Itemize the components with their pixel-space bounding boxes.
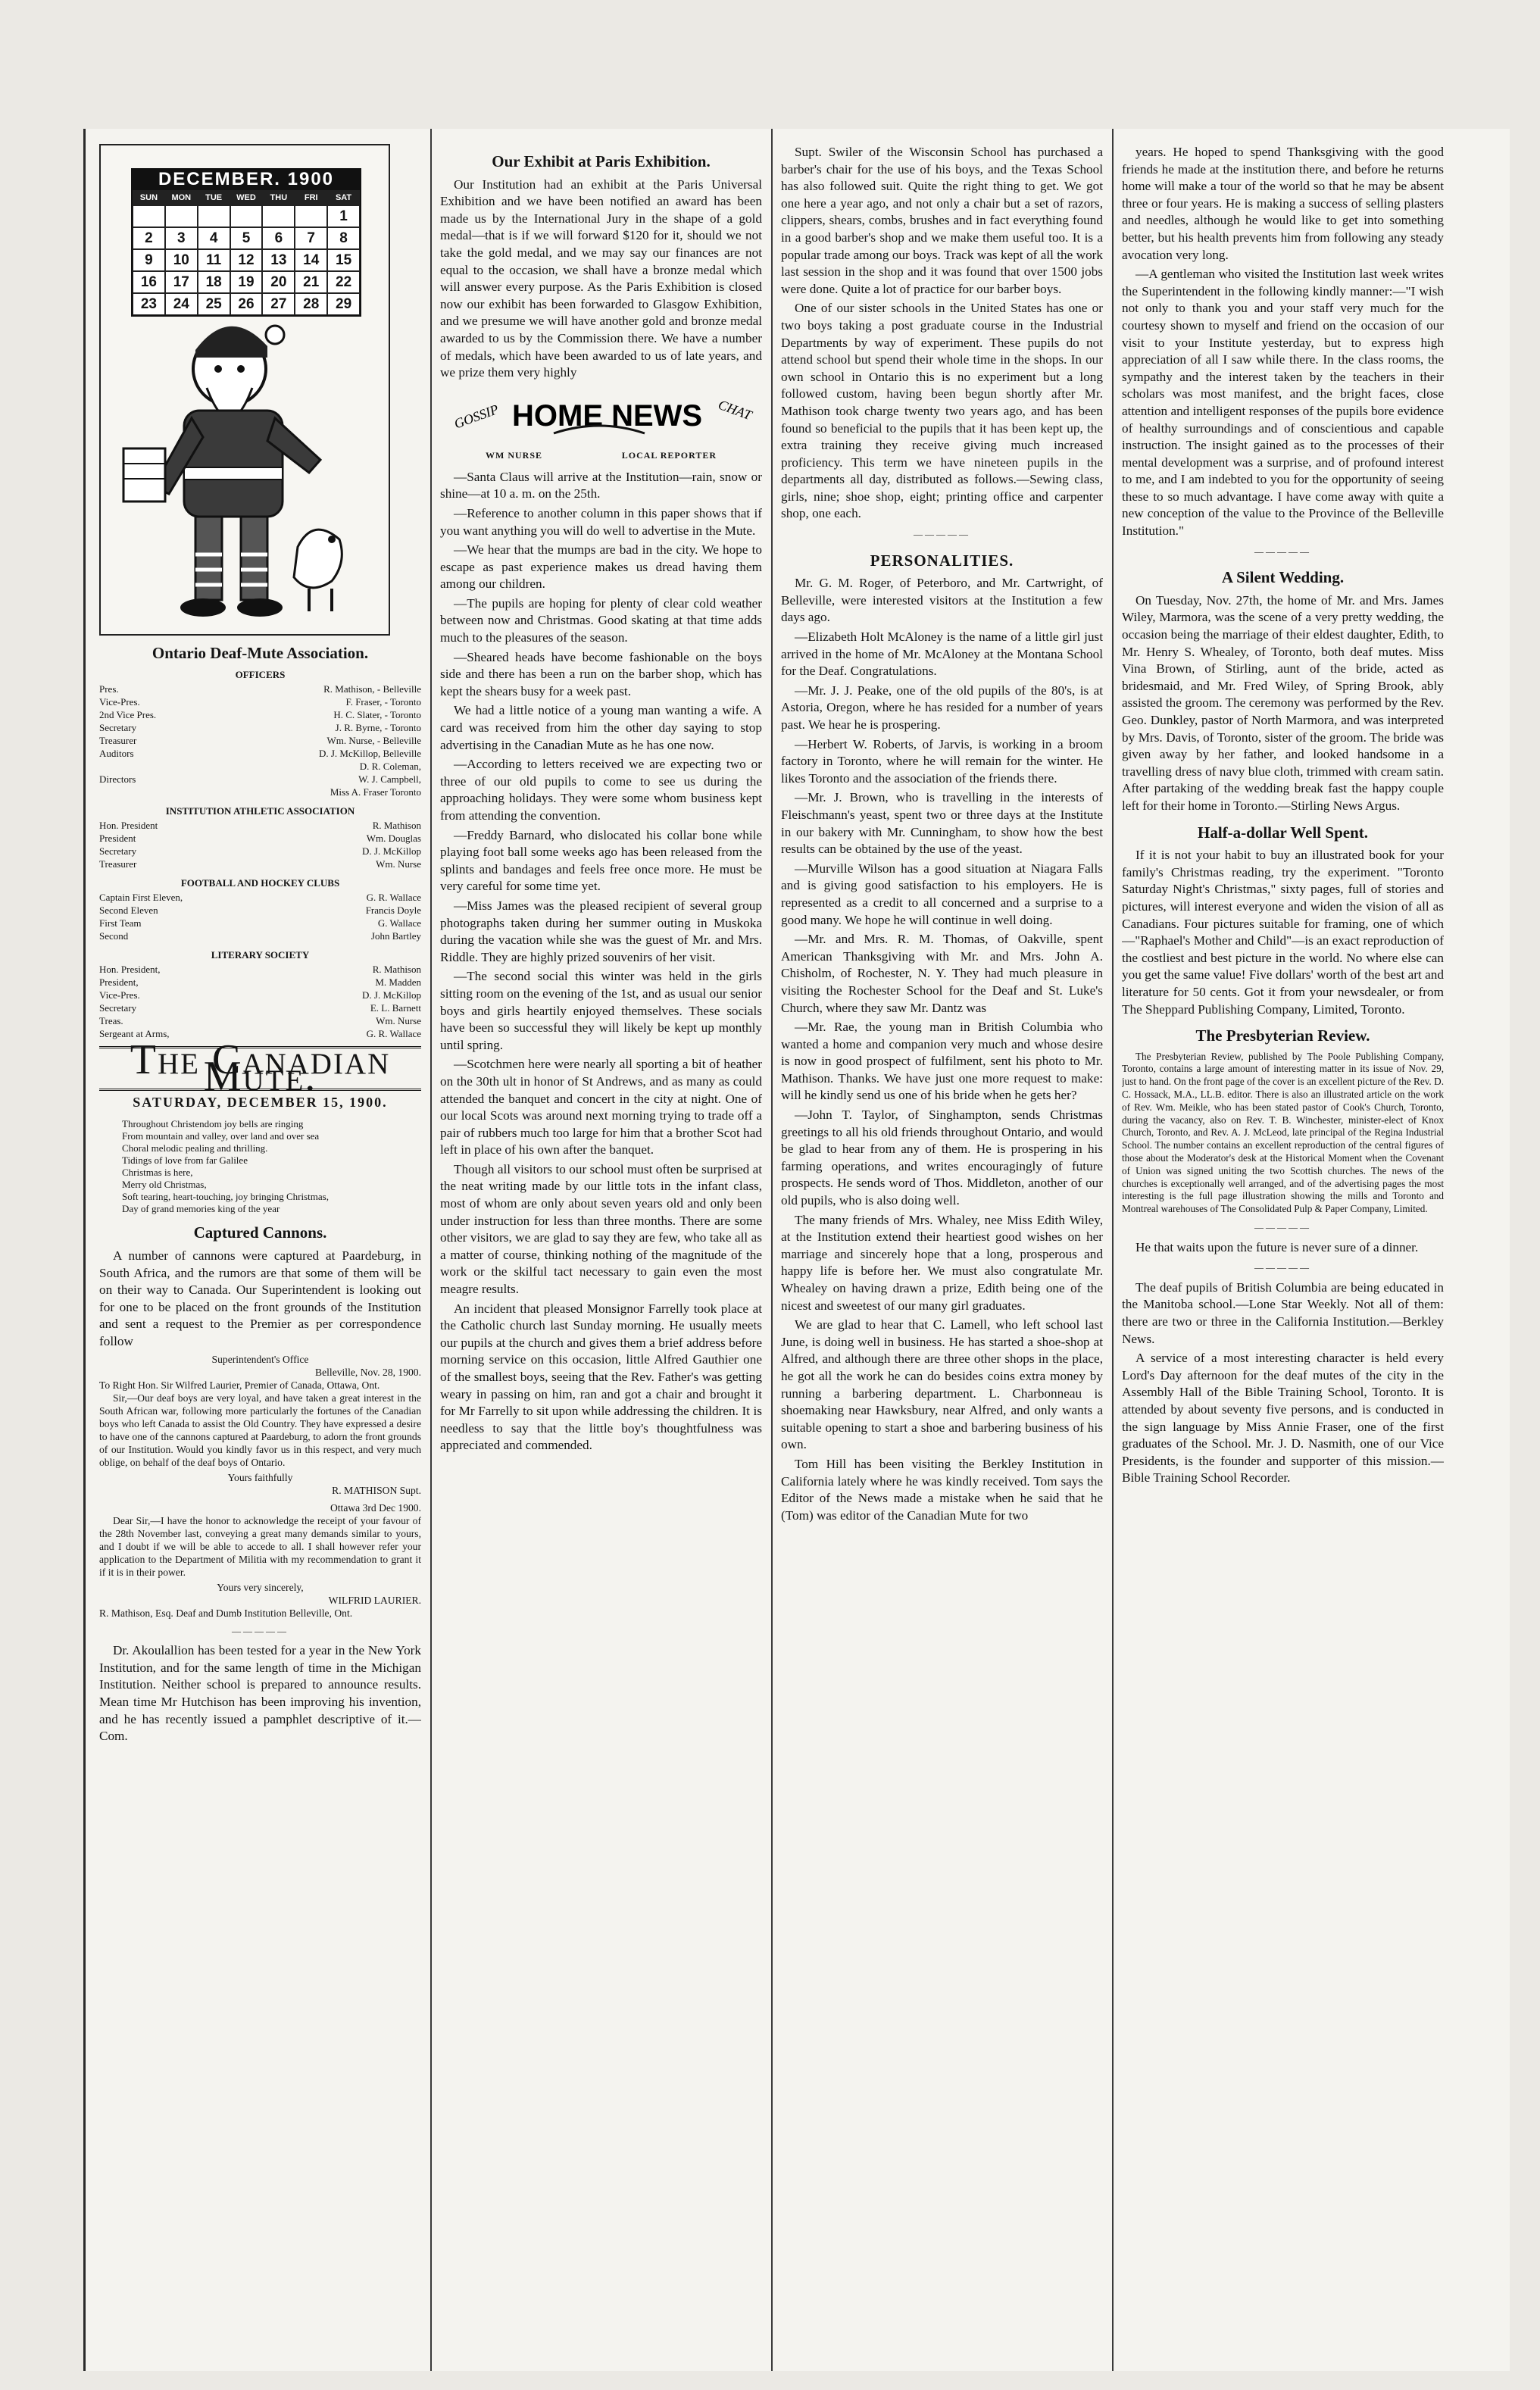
clubs-rows [99,891,421,942]
dateline: SATURDAY, DECEMBER 15, 1900. [133,1094,388,1110]
officer-row [99,819,421,832]
calendar-date: 21 [295,271,327,293]
cannons-body: A number of cannons were captured at Paardeburg, in South Africa, and the rumors are that some of them will be on their way to Canada. Our Superintendent is looking out for one to be placed on the front grounds of the Institution and sent a request to the Premier as per correspondence follow [99,1248,421,1348]
officer-name: W. J. Campbell, [358,773,421,785]
calendar-date: 8 [327,227,360,249]
officer-role: Hon. President, [99,963,161,975]
calendar-date: 7 [295,227,327,249]
officer-row [99,989,421,1001]
calendar-day-header: FRI [295,190,327,205]
officer-name: D. R. Coleman, [359,760,421,772]
review-title: The Presbyterian Review. [1195,1026,1370,1045]
literary-heading: LITERARY SOCIETY [211,948,310,961]
calendar-illustration [99,144,390,636]
paris-body: Our Institution had an exhibit at the Paris Universal Exhibition and we have been notified an award has been made us by the International Jury in the shape of a gold medal—that is if we will forward $120 for it, should we not take the gold medal, and we may say our finances are not equal to the occasion, we shall have a bronze medal which will answer every purpose. As the Paris Exhibition is closed now our exhibit has been forwarded to Glasgow Exhibition, and we presume we will have another gold and bronze medal awarded to us by the Commission there. We have a number of medals, which have been awarded to us of late years, and we prize them very highly [440,177,762,380]
poem-line: Choral melodic pealing and thrilling. [122,1142,268,1154]
calendar-date: 26 [230,293,263,315]
personal-item: The many friends of Mrs. Whaley, nee Miss Edith Wiley, at the Institution extend their heartiest good wishes on her marriage and sincerely hope that a long, prosperous and happy life is before her. We must also congratulate Mr. Whealey on having drawn a prize, Edith being one of the nicest and sweetest of our many girl graduates. [781,1212,1103,1313]
letter-to-premier [99,1353,421,1620]
officer-row [99,917,421,929]
calendar-date: 14 [295,249,327,271]
home-news-ornament-icon [440,389,762,442]
officer-name: E. L. Barnett [370,1001,421,1014]
santa-illustration-icon [116,297,373,623]
calendar-date: 24 [165,293,198,315]
visitor-notes [1122,144,1444,540]
news-item: —A gentleman who visited the Institution last week writes the Superintendent in the following kindly manner:—"I wish not only to thank you and your staff very much for the courtesy shown to myself and friend on the occasion of our visit to your Institute yesterday, but to express high appreciation of all I saw while there. In the class rooms, the sympathy and the interest taken by the teachers in their scholars was most manifest, and the bright faces, close attention and intelligent responses of the pupils bore evidence of healthy surroundings and of conscientious and capable instruction. The insight gained as to the processes of their mental development was a surprise, and of profound interest to me, and I am indebted to you for the opportunity of seeing these to so much advantage. I have come away with quite a new conception of the value to the Province of the Belleville Institution." [1122,267,1444,539]
officer-row [99,683,421,695]
divider: ————— [1254,1262,1311,1273]
news-item: —Miss James was the pleased recipient of several group photographs taken during her summer outing in Muskoka during the vacation while she was the guest of Mr. and Mrs. Riddle. They are highly prized souvenirs of her visit. [440,898,762,964]
calendar-date: 18 [198,271,230,293]
officer-role: Secretary [99,845,137,857]
column-rule [771,129,773,2371]
officers-list [99,668,421,1040]
home-news-items [440,469,762,1454]
news-item: —Reference to another column in this paper shows that if you want anything you will do well to advertise in the Mute. [440,505,762,538]
news-item: An incident that pleased Monsignor Farrelly took place at the Catholic church last Sunday morning. He usually meets our pupils at the church and gives them a brief address before morning service on this occasion, little Alfred Gauthier one of the smallest boys, seeing that the Rev. Father's was getting weary in passing on him, ran and got a chair and brought it for Mr Farrelly to sit upon while addressing the children. It is needless to say that the little boy's thoughtfulness was appreciated and commended. [440,1301,762,1453]
officer-name: G. R. Wallace [366,891,421,903]
calendar-date: 5 [230,227,263,249]
calendar-title: DECEMBER. 1900 [133,170,360,190]
news-item: —The second social this winter was held in the girls sitting room on the evening of the 1st, and as usual our senior boys and girls heartily enjoyed themselves. These socials have been so successful they will likely be kept up monthly until spring. [440,969,762,1052]
personal-item: —Mr. and Mrs. R. M. Thomas, of Oakville, spent American Thanksgiving with Mr. and Mrs. John A. Chisholm, of Rochester, N. Y. They had much pleasure in visiting the Rochester School for the Deaf and St. Luke's Church, where they saw Mr. Dantz was [781,932,1103,1015]
officer-name: Miss A. Fraser Toronto [330,786,421,798]
service-note: A service of a most interesting character is held every Lord's Day afternoon for the deaf mutes of the city in the Assembly Hall of the Bible Training School, Toronto. It is attended by about seventy five persons, and is conducted in the sign language by Miss Annie Fraser, one of the first graduates of the School. Mr. J. D. Nasmith, one of our Vice Presidents, is the founder and supporter of this mission.—Bible Training School Recorder. [1122,1351,1444,1486]
poem-line: Day of grand memories king of the year [122,1203,280,1215]
personal-item: Tom Hill has been visiting the Berkley Institution in California lately where he was kindly received. Tom says the Editor of the News made a mistake when he said that he (Tom) was editor of the Canadian Mute for two [781,1456,1103,1523]
home-news-right-word: CHAT [716,396,754,423]
officer-role: Vice-Pres. [99,989,140,1001]
news-item: We had a little notice of a young man wanting a wife. A card was received from him the other day saying to stop advertising in the Canadian Mute as he has one now. [440,703,762,752]
officer-name: F. Fraser, - Toronto [345,695,421,708]
news-item: —According to letters received we are expecting two or three of our old pupils to come to see us during the approaching holidays. They were some whom business kept from attending the convention. [440,757,762,823]
officer-row [99,1001,421,1014]
clubs-heading: FOOTBALL AND HOCKEY CLUBS [180,876,340,889]
calendar-date: 15 [327,249,360,271]
literary-rows [99,963,421,1040]
officer-role: President, [99,976,139,988]
home-news-byline [440,447,762,464]
news-item: years. He hoped to spend Thanksgiving with the good friends he made at the institution there, and before he returns home will make a tour of the world so that he may be absent three or four years. He is making a success of selling plasters and needles, although he would like to get into something better, but his health prevents him from following any steady avocation very long. [1122,145,1444,262]
personal-item: —Mr. Rae, the young man in British Columbia who wanted a home and companion very much and whose desire is now in good prospect of fulfilment, sent his photo to Mr. Mathison. Thanks. We have just one more request to make: will he kindly send us one of his bride when he gets her? [781,1020,1103,1103]
officer-role: Treasurer [99,734,137,746]
poem-line: Soft tearing, heart-touching, joy bringing Christmas, [122,1191,329,1203]
officer-role: President [99,832,136,844]
officer-name: Francis Doyle [365,904,421,916]
future-proverb: He that waits upon the future is never sure of a dinner. [1135,1239,1419,1254]
divider: ————— [914,529,970,540]
poem-line: Merry old Christmas, [122,1179,207,1191]
officer-name: J. R. Byrne, - Toronto [335,721,421,733]
officer-role: Auditors [99,747,134,759]
divider: ————— [1254,1222,1311,1233]
calendar [131,168,361,317]
personal-item: —Elizabeth Holt McAloney is the name of a little girl just arrived in the home of Mr. McAloney at the Montana School for the Deaf. Congratulations. [781,630,1103,679]
column-2 [440,144,762,2360]
officer-role: Hon. President [99,819,158,831]
officer-role: 2nd Vice Pres. [99,708,157,720]
athletic-rows [99,819,421,870]
letter-signature: R. MATHISON Supt. [332,1484,421,1496]
officer-row [99,858,421,870]
personal-item: —Mr. J. J. Peake, one of the old pupils of the 80's, is at Astoria, Oregon, where he has resided for a number of years past. We hear he is prospering. [781,683,1103,732]
calendar-date: 19 [230,271,263,293]
home-news-editor: WM NURSE [486,450,543,461]
closing-paragraph: Dr. Akoulallion has been tested for a year in the New York Institution, and for the same length of time in the Michigan Institution. Neither school is prepared to announce results. Mean time Mr Hutchison has been improving his invention, and he has recently issued a pamphlet descriptive of it.—Com. [99,1643,421,1744]
officers-rows [99,683,421,798]
column-rule [1112,129,1114,2371]
poem-line: From mountain and valley, over land and over sea [122,1130,320,1142]
letter-recipient: To Right Hon. Sir Wilfred Laurier, Premier of Canada, Ottawa, Ont. [99,1379,380,1391]
officer-row [99,695,421,708]
association-title: Ontario Deaf-Mute Association. [152,644,369,662]
cannons-title: Captured Cannons. [193,1223,327,1242]
dollar-title: Half-a-dollar Well Spent. [1198,823,1368,842]
calendar-date: 13 [262,249,295,271]
calendar-date: 3 [165,227,198,249]
calendar-date: 28 [295,293,327,315]
calendar-date: 29 [327,293,360,315]
officer-row [99,963,421,976]
calendar-date: 9 [133,249,165,271]
officer-row [99,891,421,904]
officer-role: Sergeant at Arms, [99,1027,170,1039]
news-item: —Freddy Barnard, who dislocated his collar bone while playing foot ball some weeks ago has been released from the splints and bandages and feels free once more. He must be very careful for some time yet. [440,827,762,894]
officer-row [99,845,421,858]
reply-signature: WILFRID LAURIER. [328,1594,421,1606]
personal-item: —Murville Wilson has a good situation at Niagara Falls and is giving good satisfaction to his employers. He is represented as a credit to all concerned and a surprise to a good many. We hope he will continue in well doing. [781,861,1103,927]
poem-line: Throughout Christendom joy bells are ringing [122,1118,304,1130]
officer-row [99,976,421,989]
officer-role: Second Eleven [99,904,158,916]
column-4 [1122,144,1444,2360]
column-rule [430,129,432,2371]
officer-name: G. Wallace [377,917,421,929]
calendar-day-header: WED [230,190,263,205]
calendar-date: 10 [165,249,198,271]
athletic-heading: INSTITUTION ATHLETIC ASSOCIATION [165,804,355,817]
calendar-date: 1 [327,205,360,227]
officer-name: M. Madden [375,976,421,988]
news-item: —Santa Claus will arrive at the Institution—rain, snow or shine—at 10 a. m. on the 25th. [440,469,762,501]
news-item: —The pupils are hoping for plenty of clear cold weather between now and Christmas. Good skating at that time adds much to the pleasures of the season. [440,595,762,645]
personal-item: Mr. G. M. Roger, of Peterboro, and Mr. Cartwright, of Belleville, were interested visitors at the Institution a few days ago. [781,576,1103,625]
calendar-date: 17 [165,271,198,293]
officer-role: Vice-Pres. [99,695,140,708]
newspaper-page [83,129,1510,2371]
officers-heading: OFFICERS [235,668,286,680]
calendar-date [262,205,295,227]
calendar-date [133,205,165,227]
personal-item: —John T. Taylor, of Singhampton, sends Christmas greetings to all his old friends throughout Ontario, and would be glad to hear from any of them. He is prospering in his farming operations, and writes encouragingly of future prospects. He sends word of Thos. Middleton, another of our old pupils, who is also doing well. [781,1108,1103,1208]
officer-row [99,929,421,942]
calendar-date: 11 [198,249,230,271]
officer-row [99,786,421,798]
officer-name: R. Mathison [372,819,421,831]
personal-item: —Mr. J. Brown, who is travelling in the interests of Fleischmann's yeast, spent two or three days at the Institute in our bakery with Mr. Cunningham, to show how the best results can be obtained by the use of the yeast. [781,790,1103,857]
officer-row [99,708,421,721]
calendar-day-header: TUE [198,190,230,205]
officer-role: Secretary [99,1001,137,1014]
masthead: The Canadian Mute. [99,1046,421,1091]
letter-body: Sir,—Our deaf boys are very loyal, and have taken a great interest in the South African war, following more particularly the fortunes of the Canadian boys who left Canada to assist the Old Country. They have expressed a desire to have one of the cannons captured at Paardeburg, to adorn the front grounds of our Institution. Would you kindly favor us in this respect, and very much oblige, on behalf of the deaf boys of Ontario. [99,1392,421,1468]
reply-closing: Yours very sincerely, [217,1581,304,1593]
officer-role: Treas. [99,1014,123,1026]
officer-name: Wm. Nurse [376,1014,421,1026]
officer-role: Second [99,929,129,942]
officer-row [99,760,421,773]
calendar-date: 23 [133,293,165,315]
review-body: The Presbyterian Review, published by The Poole Publishing Company, Toronto, contains a large amount of interesting matter in its issue of Nov. 29, just to hand. On the front page of the cover is an excellent picture of the Rev. D. C. Hossack, M.A., LL.B. editor. There is also an illustrated article on the work of Rev. Wm. Meikle, who has been stated pastor of Cook's Church, Toronto, during the vacancy, also on Rev. T. B. Winchester, minister-elect of Knox Church, Toronto, and Rev. A. J. McLeod, late principal of the Regina Industrial School. The number contains an excellent reproduction of the central figures of those about the Moderator's desk at the Historical Moment when the Covenant of Union was signed uniting the two Scottish churches. The news of the churches is exceptionally well arranged, and of the advertising pages the most interesting is the full page illustration showing the mills and Toronto and Montreal warehouses of The Consolidated Pulp & Paper Company, Limited. [1122,1050,1444,1215]
calendar-date: 27 [262,293,295,315]
officer-row [99,747,421,760]
home-news-title: HOME NEWS [512,398,703,433]
officer-role: Treasurer [99,858,137,870]
calendar-day-header: MON [165,190,198,205]
calendar-date: 2 [133,227,165,249]
officer-row [99,1014,421,1027]
calendar-date: 12 [230,249,263,271]
reply-recipient: R. Mathison, Esq. Deaf and Dumb Institution Belleville, Ont. [99,1607,353,1619]
officer-name: R. Mathison [372,963,421,975]
calendar-date: 22 [327,271,360,293]
calendar-date: 20 [262,271,295,293]
christmas-poem [122,1118,421,1215]
officer-name: Wm. Douglas [366,832,421,844]
calendar-date: 16 [133,271,165,293]
officer-name: John Bartley [370,929,421,942]
officer-name: D. J. McKillop, Belleville [318,747,421,759]
officer-role: Secretary [99,721,137,733]
calendar-day-header: THU [262,190,295,205]
news-item: —We hear that the mumps are bad in the city. We hope to escape as past experience makes us dread having them among our children. [440,542,762,592]
home-news-banner [440,389,762,461]
divider: ————— [1254,545,1311,557]
letter-heading: Superintendent's Office [211,1353,309,1365]
personal-item: —Herbert W. Roberts, of Jarvis, is working in a broom factory in Toronto, where he will remain for the winter. He likes Toronto and the association of the friends there. [781,736,1103,786]
officer-name: D. J. McKillop [362,845,421,857]
personalities-title: PERSONALITIES. [870,551,1014,570]
news-item: —Scotchmen here were nearly all sporting a bit of heather on the 30th ult in honor of St Andrews, and as many as could attended the banquet and concert in the city at night. One of our local Scots was around next morning trying to trade off a pair of rubbers much too large for him that a brother Scot had left in place of his own after the banquet. [440,1057,762,1158]
poem-line: Tidings of love from far Galilee [122,1154,248,1167]
officer-row [99,721,421,734]
officer-role: Captain First Eleven, [99,891,183,903]
calendar-date [198,205,230,227]
personalities-items [781,575,1103,1524]
calendar-day-header: SUN [133,190,165,205]
officer-row [99,832,421,845]
divider: ————— [232,1625,289,1636]
officer-role: Pres. [99,683,119,695]
wedding-body: On Tuesday, Nov. 27th, the home of Mr. and Mrs. James Wiley, Marmora, was the scene of a very pretty wedding, the occasion being the marriage of their eldest daughter, Edith, to Mr. Henry S. Whealey, of Toronto, both deaf mutes. Miss Vina Brown, of Stirling, aunt of the bride, acted as bridesmaid, and Mr. Fred Wiley, of Spring Brook, ably assisted the groom. The ceremony was performed by the Rev. Geo. Dunkley, pastor of North Marmora, and was interpreted by Mrs. Davis, of Toronto, sister of the groom. The bride was given away by her father, and looked handsome in a travelling dress of navy blue cloth, trimmed with cream satin. After partaking of the wedding break fast the happy couple left for their home in Toronto.—Stirling News Argus. [1122,592,1444,813]
officer-row [99,904,421,917]
calendar-date [230,205,263,227]
officer-role: Directors [99,773,136,785]
news-item: —Sheared heads have become fashionable on the boys side and there has been a run on the barber shop, which has kept the shears busy for a week past. [440,649,762,698]
home-news-reporter: LOCAL REPORTER [621,450,717,461]
calendar-date: 4 [198,227,230,249]
news-item: Though all visitors to our school must often be surprised at the neat writing made by our little tots in the infant class, most of whom are only about seven years old and only been under instruction for less than three months. There are some other visitors, we are glad to say they are few, who take all as a matter of course, thinking nothing of the magnitude of the work or the skilful tact necessary to gain even the most meagre results. [440,1161,762,1297]
letter-place: Belleville, Nov. 28, 1900. [315,1366,421,1378]
paris-title: Our Exhibit at Paris Exhibition. [492,152,711,170]
news-item: One of our sister schools in the United States has one or two boys taking a post graduate course in the Industrial Departments by way of experiment. These pupils do not attend school but spend their whole time in the shops. In our own school in Ontario this is no experiment but a long followed custom, having been begun shortly after Mr. Mathison took charge twenty two years ago, and has been found so beneficial to the pupils that it has been kept up, the extra training they receive giving much increased proficiency. This term we have nineteen pupils in the departments all day, distributed as follows.—Sewing class, girls, nine; shoe shop, eight; printing office and carpenter shop, one each. [781,301,1103,521]
column-3 [781,144,1103,2360]
poem-line: Christmas is here, [122,1167,193,1179]
calendar-day-header: SAT [327,190,360,205]
reply-body: Dear Sir,—I have the honor to acknowledge the receipt of your favour of the 28th November last, conveying a great many demands similar to yours, and I doubt if we will be able to accede to all. I shall however refer your application to the Department of Militia with my recommendation to grant it if it is in their power. [99,1514,421,1578]
officer-role: First Team [99,917,142,929]
letter-closing: Yours faithfully [227,1471,293,1483]
home-news-left-word: GOSSIP [451,401,501,432]
dollar-body: If it is not your habit to buy an illustrated book for your family's Christmas reading, try the experiment. "Toronto Saturday Night's Christmas," sixty pages, full of stories and pictures, will interest everyone and widen the vision of all as Canadians. Four pictures suitable for framing, one of which —"Raphael's Mother and Child"—is an exact reproduction of the costliest and best picture in the world. No where else can you get the same value! Five dollars' worth of the best art and literature for 50 cents. Got it from your newsdealer, or from The Sheppard Publishing Company, Limited, Toronto. [1122,848,1444,1017]
personal-item: We are glad to hear that C. Lamell, who left school last June, is doing well in business. He has started a shoe-shop at Alfred, and although there are three other shops in the place, he got all the work he can do besides coins extra money by running a barbering department. L. Charbonneau is shoemaking near Hawksbury, near Alfred, and only wants a suitable opening to start a shoe and barbering business of his own. [781,1317,1103,1452]
bc-note: The deaf pupils of British Columbia are being educated in the Manitoba school.—Lone Star Weekly. Not all of them: there are two or three in the California Institution.—Berkley News. [1122,1279,1444,1346]
calendar-date: 25 [198,293,230,315]
column-1 [99,144,421,2360]
officer-row [99,773,421,786]
officer-name: Wm. Nurse [376,858,421,870]
calendar-grid [133,190,360,315]
school-notes [781,144,1103,523]
officer-name: R. Mathison, - Belleville [323,683,421,695]
calendar-date: 6 [262,227,295,249]
calendar-date [295,205,327,227]
officer-name: H. C. Slater, - Toronto [333,708,421,720]
news-item: Supt. Swiler of the Wisconsin School has purchased a barber's chair for the use of his boys, and the Texas School has also followed suit. Quite the right thing to get. We got one here a year ago, and not only a chair but a set of razors, clippers, shears, combs, brushes and in fact everything found in a good barber's shop and we make them useful too. It is a popular trade among our boys. Track was kept of all the work last session in the shop and it was found that over 1500 jobs were done. Quite a lot of practice for our barber boys. [781,145,1103,296]
wedding-title: A Silent Wedding. [1221,568,1345,587]
officer-row [99,734,421,747]
reply-place: Ottawa 3rd Dec 1900. [330,1501,421,1514]
calendar-date [165,205,198,227]
officer-name: G. R. Wallace [366,1027,421,1039]
officer-name: D. J. McKillop [362,989,421,1001]
officer-name: Wm. Nurse, - Belleville [326,734,421,746]
